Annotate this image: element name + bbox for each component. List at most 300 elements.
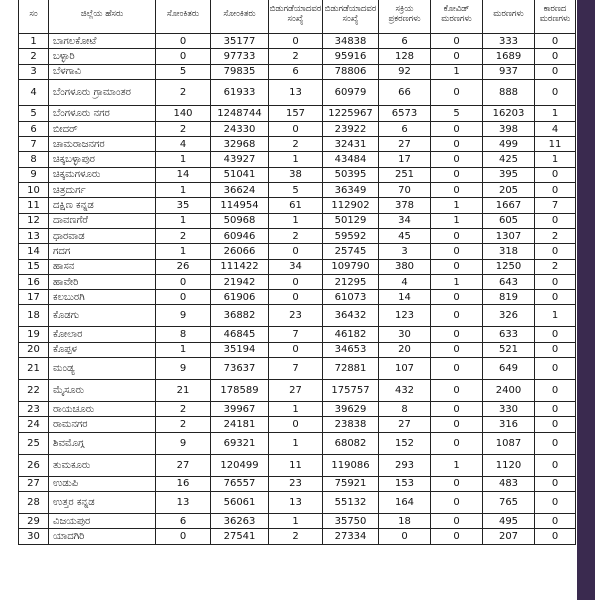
value-cell: 0 xyxy=(535,213,576,228)
district-name-cell: ಚಿತ್ರದುರ್ಗ xyxy=(49,183,156,198)
district-name-cell: ಕೊಡಗು xyxy=(49,305,156,327)
value-cell: 1087 xyxy=(483,432,535,454)
value-cell: 95916 xyxy=(323,49,379,64)
serial-number-cell: 6 xyxy=(19,121,49,136)
value-cell: 2 xyxy=(156,79,211,105)
district-name-cell: ರಾಮನಗರ xyxy=(49,417,156,432)
table-row xyxy=(19,358,576,380)
table-row xyxy=(19,290,576,305)
value-cell: 14 xyxy=(156,167,211,182)
value-cell: 1307 xyxy=(483,228,535,243)
value-cell: 0 xyxy=(431,417,483,432)
value-cell: 0 xyxy=(535,402,576,417)
value-cell: 157 xyxy=(269,105,323,121)
value-cell: 16203 xyxy=(483,105,535,121)
district-covid-table xyxy=(18,0,576,545)
serial-number-cell: 2 xyxy=(19,49,49,64)
serial-number-cell: 10 xyxy=(19,183,49,198)
value-cell: 0 xyxy=(269,34,323,49)
value-cell: 251 xyxy=(379,167,431,182)
table-row xyxy=(19,137,576,152)
value-cell: 35194 xyxy=(211,342,269,357)
serial-number-cell: 28 xyxy=(19,491,49,513)
value-cell: 0 xyxy=(431,327,483,342)
value-cell: 27 xyxy=(379,417,431,432)
value-cell: 34 xyxy=(269,259,323,274)
value-cell: 0 xyxy=(431,34,483,49)
value-cell: 107 xyxy=(379,358,431,380)
value-cell: 207 xyxy=(483,529,535,544)
district-name-cell: ಹಾವೇರಿ xyxy=(49,274,156,289)
value-cell: 60946 xyxy=(211,228,269,243)
column-header: ಕೋವಿಡ್ ಮರಣಗಳು xyxy=(431,0,483,34)
value-cell: 2 xyxy=(535,228,576,243)
value-cell: 1 xyxy=(269,213,323,228)
value-cell: 205 xyxy=(483,183,535,198)
value-cell: 36624 xyxy=(211,183,269,198)
value-cell: 4 xyxy=(535,121,576,136)
value-cell: 0 xyxy=(431,152,483,167)
value-cell: 378 xyxy=(379,198,431,213)
value-cell: 1 xyxy=(156,213,211,228)
value-cell: 13 xyxy=(269,79,323,105)
serial-number-cell: 24 xyxy=(19,417,49,432)
value-cell: 9 xyxy=(156,305,211,327)
value-cell: 69321 xyxy=(211,432,269,454)
value-cell: 2 xyxy=(156,228,211,243)
table-row xyxy=(19,152,576,167)
value-cell: 27541 xyxy=(211,529,269,544)
value-cell: 119086 xyxy=(323,454,379,476)
value-cell: 425 xyxy=(483,152,535,167)
table-row xyxy=(19,34,576,49)
value-cell: 23838 xyxy=(323,417,379,432)
value-cell: 819 xyxy=(483,290,535,305)
value-cell: 495 xyxy=(483,513,535,528)
value-cell: 46845 xyxy=(211,327,269,342)
value-cell: 11 xyxy=(535,137,576,152)
value-cell: 499 xyxy=(483,137,535,152)
serial-number-cell: 12 xyxy=(19,213,49,228)
value-cell: 24181 xyxy=(211,417,269,432)
district-name-cell: ದಾವಣಗೆರೆ xyxy=(49,213,156,228)
value-cell: 1 xyxy=(431,64,483,79)
district-name-cell: ಕೋಲಾರ xyxy=(49,327,156,342)
value-cell: 36349 xyxy=(323,183,379,198)
value-cell: 1 xyxy=(269,152,323,167)
table-row xyxy=(19,213,576,228)
value-cell: 2400 xyxy=(483,380,535,402)
serial-number-cell: 18 xyxy=(19,305,49,327)
value-cell: 50395 xyxy=(323,167,379,182)
value-cell: 330 xyxy=(483,402,535,417)
value-cell: 293 xyxy=(379,454,431,476)
table-row xyxy=(19,79,576,105)
district-name-cell: ಯಾದಗಿರಿ xyxy=(49,529,156,544)
value-cell: 175757 xyxy=(323,380,379,402)
value-cell: 20 xyxy=(379,342,431,357)
serial-number-cell: 9 xyxy=(19,167,49,182)
serial-number-cell: 15 xyxy=(19,259,49,274)
value-cell: 0 xyxy=(431,529,483,544)
value-cell: 1 xyxy=(431,454,483,476)
value-cell: 7 xyxy=(269,327,323,342)
serial-number-cell: 21 xyxy=(19,358,49,380)
value-cell: 0 xyxy=(431,183,483,198)
district-name-cell: ಮಂಡ್ಯ xyxy=(49,358,156,380)
value-cell: 8 xyxy=(379,402,431,417)
value-cell: 1120 xyxy=(483,454,535,476)
table-row xyxy=(19,476,576,491)
value-cell: 60979 xyxy=(323,79,379,105)
value-cell: 2 xyxy=(269,228,323,243)
table-row xyxy=(19,432,576,454)
value-cell: 27334 xyxy=(323,529,379,544)
value-cell: 398 xyxy=(483,121,535,136)
value-cell: 3 xyxy=(379,244,431,259)
value-cell: 605 xyxy=(483,213,535,228)
value-cell: 70 xyxy=(379,183,431,198)
page-edge-bar xyxy=(577,0,595,600)
value-cell: 1 xyxy=(269,513,323,528)
value-cell: 4 xyxy=(379,274,431,289)
district-name-cell: ಚಾಮರಾಜನಗರ xyxy=(49,137,156,152)
value-cell: 5 xyxy=(269,183,323,198)
table-row xyxy=(19,183,576,198)
column-header: ಸೋಂಕಿತರು xyxy=(211,0,269,34)
value-cell: 6 xyxy=(156,513,211,528)
value-cell: 0 xyxy=(379,529,431,544)
value-cell: 1 xyxy=(535,305,576,327)
district-name-cell: ಕೊಪ್ಪಳ xyxy=(49,342,156,357)
value-cell: 0 xyxy=(156,290,211,305)
column-header: ಸಕ್ರಿಯ ಪ್ರಕರಣಗಳು xyxy=(379,0,431,34)
serial-number-cell: 30 xyxy=(19,529,49,544)
value-cell: 0 xyxy=(535,183,576,198)
value-cell: 68082 xyxy=(323,432,379,454)
value-cell: 318 xyxy=(483,244,535,259)
value-cell: 765 xyxy=(483,491,535,513)
value-cell: 13 xyxy=(269,491,323,513)
serial-number-cell: 11 xyxy=(19,198,49,213)
district-name-cell: ಶಿವಮೊಗ್ಗ xyxy=(49,432,156,454)
column-header: ಸಂ xyxy=(19,0,49,34)
value-cell: 36882 xyxy=(211,305,269,327)
value-cell: 26 xyxy=(156,259,211,274)
table-row xyxy=(19,454,576,476)
value-cell: 0 xyxy=(269,290,323,305)
value-cell: 0 xyxy=(535,327,576,342)
value-cell: 120499 xyxy=(211,454,269,476)
value-cell: 0 xyxy=(431,491,483,513)
value-cell: 0 xyxy=(431,305,483,327)
table-row xyxy=(19,327,576,342)
value-cell: 0 xyxy=(535,79,576,105)
table-body xyxy=(19,34,576,545)
value-cell: 123 xyxy=(379,305,431,327)
column-header: ಜಿಲ್ಲೆಯ ಹೆಸರು xyxy=(49,0,156,34)
district-name-cell: ತುಮಕೂರು xyxy=(49,454,156,476)
value-cell: 0 xyxy=(269,417,323,432)
value-cell: 0 xyxy=(535,358,576,380)
value-cell: 14 xyxy=(379,290,431,305)
value-cell: 0 xyxy=(431,49,483,64)
value-cell: 55132 xyxy=(323,491,379,513)
value-cell: 128 xyxy=(379,49,431,64)
value-cell: 1 xyxy=(156,152,211,167)
value-cell: 18 xyxy=(379,513,431,528)
district-name-cell: ಉತ್ತರ ಕನ್ನಡ xyxy=(49,491,156,513)
table-row xyxy=(19,305,576,327)
value-cell: 34653 xyxy=(323,342,379,357)
value-cell: 1 xyxy=(431,213,483,228)
value-cell: 27 xyxy=(156,454,211,476)
value-cell: 6 xyxy=(379,34,431,49)
column-header: ಮರಣಗಳು xyxy=(483,0,535,34)
value-cell: 888 xyxy=(483,79,535,105)
value-cell: 0 xyxy=(269,342,323,357)
value-cell: 2 xyxy=(156,121,211,136)
serial-number-cell: 13 xyxy=(19,228,49,243)
value-cell: 0 xyxy=(431,476,483,491)
value-cell: 1 xyxy=(269,402,323,417)
value-cell: 0 xyxy=(156,529,211,544)
value-cell: 76557 xyxy=(211,476,269,491)
serial-number-cell: 1 xyxy=(19,34,49,49)
value-cell: 649 xyxy=(483,358,535,380)
value-cell: 0 xyxy=(535,529,576,544)
serial-number-cell: 20 xyxy=(19,342,49,357)
value-cell: 4 xyxy=(156,137,211,152)
value-cell: 38 xyxy=(269,167,323,182)
column-header: ಸೋಂಕಿತರು xyxy=(156,0,211,34)
district-name-cell: ಚಿಕ್ಕಬಳ್ಳಾಪುರ xyxy=(49,152,156,167)
value-cell: 16 xyxy=(156,476,211,491)
value-cell: 0 xyxy=(269,274,323,289)
value-cell: 521 xyxy=(483,342,535,357)
value-cell: 35750 xyxy=(323,513,379,528)
column-header: ಬಿಡುಗಡೆಯಾದವರ ಸಂಖ್ಯೆ xyxy=(269,0,323,34)
value-cell: 45 xyxy=(379,228,431,243)
value-cell: 43484 xyxy=(323,152,379,167)
value-cell: 13 xyxy=(156,491,211,513)
value-cell: 326 xyxy=(483,305,535,327)
value-cell: 0 xyxy=(431,228,483,243)
value-cell: 0 xyxy=(535,432,576,454)
serial-number-cell: 22 xyxy=(19,380,49,402)
value-cell: 2 xyxy=(156,417,211,432)
value-cell: 1 xyxy=(535,152,576,167)
value-cell: 2 xyxy=(156,402,211,417)
value-cell: 164 xyxy=(379,491,431,513)
value-cell: 79835 xyxy=(211,64,269,79)
value-cell: 0 xyxy=(431,259,483,274)
table-row xyxy=(19,105,576,121)
value-cell: 21942 xyxy=(211,274,269,289)
value-cell: 17 xyxy=(379,152,431,167)
district-name-cell: ಬೆಂಗಳೂರು ಗ್ರಾಮಾಂತರ xyxy=(49,79,156,105)
value-cell: 0 xyxy=(431,290,483,305)
value-cell: 30 xyxy=(379,327,431,342)
table-row xyxy=(19,49,576,64)
value-cell: 6573 xyxy=(379,105,431,121)
value-cell: 61 xyxy=(269,198,323,213)
value-cell: 316 xyxy=(483,417,535,432)
value-cell: 32431 xyxy=(323,137,379,152)
value-cell: 50968 xyxy=(211,213,269,228)
value-cell: 66 xyxy=(379,79,431,105)
value-cell: 0 xyxy=(535,417,576,432)
value-cell: 24330 xyxy=(211,121,269,136)
value-cell: 51041 xyxy=(211,167,269,182)
table-row xyxy=(19,64,576,79)
value-cell: 0 xyxy=(431,513,483,528)
value-cell: 1689 xyxy=(483,49,535,64)
serial-number-cell: 14 xyxy=(19,244,49,259)
value-cell: 0 xyxy=(431,380,483,402)
value-cell: 0 xyxy=(535,454,576,476)
value-cell: 0 xyxy=(431,244,483,259)
table-row xyxy=(19,259,576,274)
serial-number-cell: 29 xyxy=(19,513,49,528)
value-cell: 0 xyxy=(269,121,323,136)
value-cell: 0 xyxy=(535,342,576,357)
value-cell: 73637 xyxy=(211,358,269,380)
value-cell: 39967 xyxy=(211,402,269,417)
value-cell: 109790 xyxy=(323,259,379,274)
value-cell: 0 xyxy=(535,274,576,289)
value-cell: 153 xyxy=(379,476,431,491)
value-cell: 26066 xyxy=(211,244,269,259)
district-name-cell: ಧಾರವಾಡ xyxy=(49,228,156,243)
table-row xyxy=(19,513,576,528)
value-cell: 0 xyxy=(535,491,576,513)
serial-number-cell: 23 xyxy=(19,402,49,417)
value-cell: 0 xyxy=(535,244,576,259)
serial-number-cell: 27 xyxy=(19,476,49,491)
value-cell: 5 xyxy=(156,64,211,79)
value-cell: 380 xyxy=(379,259,431,274)
value-cell: 59592 xyxy=(323,228,379,243)
value-cell: 9 xyxy=(156,432,211,454)
district-name-cell: ಬೆಂಗಳೂರು ನಗರ xyxy=(49,105,156,121)
value-cell: 1 xyxy=(156,244,211,259)
district-name-cell: ದಕ್ಷಿಣ ಕನ್ನಡ xyxy=(49,198,156,213)
value-cell: 6 xyxy=(379,121,431,136)
value-cell: 39629 xyxy=(323,402,379,417)
value-cell: 56061 xyxy=(211,491,269,513)
value-cell: 78806 xyxy=(323,64,379,79)
table-row xyxy=(19,167,576,182)
value-cell: 35 xyxy=(156,198,211,213)
district-name-cell: ಚಿಕ್ಕಮಗಳೂರು xyxy=(49,167,156,182)
table-row xyxy=(19,491,576,513)
district-name-cell: ವಿಜಯಪುರ xyxy=(49,513,156,528)
value-cell: 1248744 xyxy=(211,105,269,121)
value-cell: 333 xyxy=(483,34,535,49)
value-cell: 61933 xyxy=(211,79,269,105)
value-cell: 2 xyxy=(535,259,576,274)
value-cell: 114954 xyxy=(211,198,269,213)
value-cell: 11 xyxy=(269,454,323,476)
table-row xyxy=(19,198,576,213)
value-cell: 61073 xyxy=(323,290,379,305)
district-name-cell: ಬಳ್ಳಾರಿ xyxy=(49,49,156,64)
district-name-cell: ಮೈಸೂರು xyxy=(49,380,156,402)
value-cell: 2 xyxy=(269,49,323,64)
value-cell: 1 xyxy=(269,432,323,454)
serial-number-cell: 5 xyxy=(19,105,49,121)
serial-number-cell: 25 xyxy=(19,432,49,454)
value-cell: 483 xyxy=(483,476,535,491)
value-cell: 27 xyxy=(269,380,323,402)
serial-number-cell: 4 xyxy=(19,79,49,105)
value-cell: 0 xyxy=(431,432,483,454)
value-cell: 7 xyxy=(269,358,323,380)
value-cell: 0 xyxy=(535,34,576,49)
value-cell: 92 xyxy=(379,64,431,79)
district-name-cell: ಗದಗ xyxy=(49,244,156,259)
value-cell: 0 xyxy=(535,513,576,528)
value-cell: 36263 xyxy=(211,513,269,528)
value-cell: 1 xyxy=(156,183,211,198)
table-row xyxy=(19,274,576,289)
value-cell: 0 xyxy=(156,34,211,49)
serial-number-cell: 26 xyxy=(19,454,49,476)
value-cell: 23922 xyxy=(323,121,379,136)
value-cell: 395 xyxy=(483,167,535,182)
value-cell: 1667 xyxy=(483,198,535,213)
value-cell: 1 xyxy=(431,274,483,289)
serial-number-cell: 19 xyxy=(19,327,49,342)
value-cell: 7 xyxy=(535,198,576,213)
value-cell: 633 xyxy=(483,327,535,342)
serial-number-cell: 8 xyxy=(19,152,49,167)
value-cell: 2 xyxy=(269,137,323,152)
district-name-cell: ಉಡುಪಿ xyxy=(49,476,156,491)
value-cell: 0 xyxy=(431,121,483,136)
column-header: ಕಾರಣದ ಮರಣಗಳು xyxy=(535,0,576,34)
value-cell: 0 xyxy=(156,274,211,289)
value-cell: 111422 xyxy=(211,259,269,274)
value-cell: 34 xyxy=(379,213,431,228)
value-cell: 0 xyxy=(535,290,576,305)
value-cell: 21 xyxy=(156,380,211,402)
value-cell: 1 xyxy=(156,342,211,357)
value-cell: 152 xyxy=(379,432,431,454)
value-cell: 1 xyxy=(535,105,576,121)
value-cell: 25745 xyxy=(323,244,379,259)
value-cell: 27 xyxy=(379,137,431,152)
table-row xyxy=(19,529,576,544)
value-cell: 0 xyxy=(535,380,576,402)
value-cell: 1225967 xyxy=(323,105,379,121)
serial-number-cell: 17 xyxy=(19,290,49,305)
value-cell: 937 xyxy=(483,64,535,79)
table-row xyxy=(19,121,576,136)
value-cell: 35177 xyxy=(211,34,269,49)
table-row xyxy=(19,228,576,243)
district-name-cell: ಕಲಬುರಗಿ xyxy=(49,290,156,305)
table-row xyxy=(19,244,576,259)
value-cell: 112902 xyxy=(323,198,379,213)
value-cell: 1250 xyxy=(483,259,535,274)
column-header: ಬಿಡುಗಡೆಯಾದವರ ಸಂಖ್ಯೆ xyxy=(323,0,379,34)
district-name-cell: ರಾಯಚೂರು xyxy=(49,402,156,417)
value-cell: 0 xyxy=(431,167,483,182)
value-cell: 0 xyxy=(535,49,576,64)
value-cell: 46182 xyxy=(323,327,379,342)
